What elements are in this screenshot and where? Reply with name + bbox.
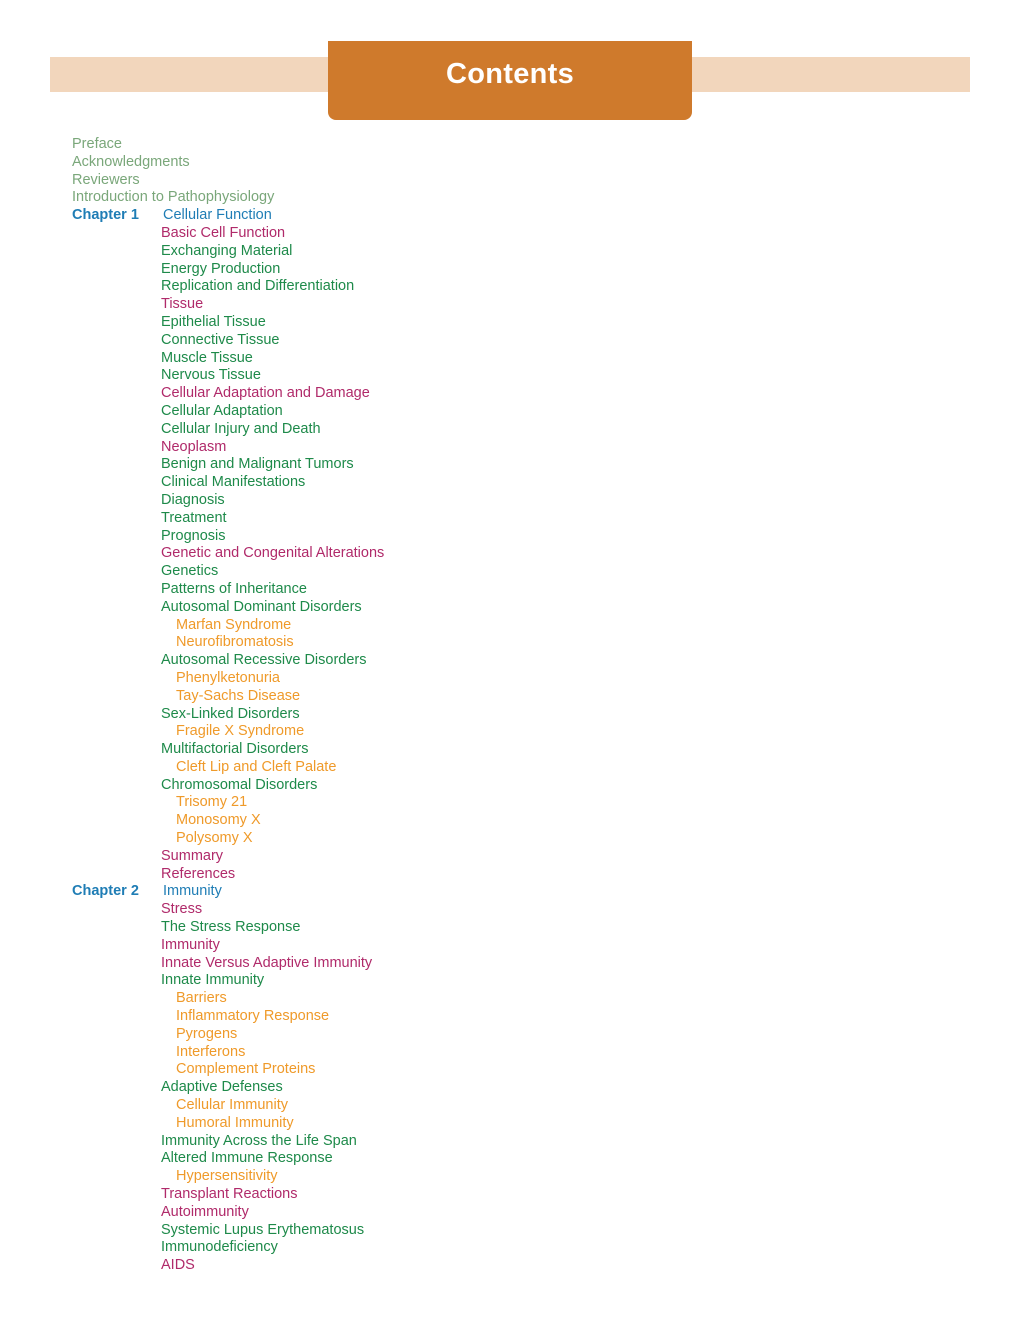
toc-entry-level-2[interactable]: Epithelial Tissue [161,313,266,330]
toc-front-matter-entry[interactable]: Reviewers [72,171,140,188]
chapter-label: Chapter 2 [72,883,139,900]
toc-entry-level-2[interactable]: Immunity Across the Life Span [161,1132,357,1149]
toc-entry-level-2[interactable]: Benign and Malignant Tumors [161,456,354,473]
toc-entry-level-2[interactable]: Autosomal Recessive Disorders [161,652,367,669]
toc-entry-level-2[interactable]: Patterns of Inheritance [161,580,307,597]
toc-entry-level-3[interactable]: Polysomy X [176,830,253,847]
toc-entry-level-1[interactable]: Basic Cell Function [161,224,286,241]
chapter-title[interactable]: Cellular Function [163,207,272,224]
toc-entry-level-1[interactable]: Cellular Adaptation and Damage [161,385,370,402]
toc-entry-level-2[interactable]: Sex-Linked Disorders [161,705,300,722]
toc-entry-level-2[interactable]: Genetics [161,563,219,580]
toc-entry-level-1[interactable]: Summary [161,847,224,864]
toc-entry-level-3[interactable]: Monosomy X [176,812,261,829]
toc-entry-level-3[interactable]: Neurofibromatosis [176,634,294,651]
toc-front-matter-entry[interactable]: Introduction to Pathophysiology [72,189,275,206]
toc-entry-level-2[interactable]: Cellular Adaptation [161,402,283,419]
toc-entry-level-3[interactable]: Complement Proteins [176,1061,316,1078]
toc-entry-level-3[interactable]: Interferons [176,1043,246,1060]
toc-entry-level-3[interactable]: Humoral Immunity [176,1114,294,1131]
toc-entry-level-1[interactable]: AIDS [161,1257,195,1274]
toc-entry-level-2[interactable]: Energy Production [161,260,281,277]
toc-entry-level-3[interactable]: Fragile X Syndrome [176,723,305,740]
toc-entry-level-3[interactable]: Hypersensitivity [176,1168,278,1185]
toc-entry-level-2[interactable]: Systemic Lupus Erythematosus [161,1221,365,1238]
chapter-title[interactable]: Immunity [163,883,222,900]
toc-entry-level-1[interactable]: References [161,865,236,882]
toc-entry-level-2[interactable]: Muscle Tissue [161,349,253,366]
toc-front-matter-entry[interactable]: Preface [72,136,122,152]
toc-entry-level-2[interactable]: Immunodeficiency [161,1239,278,1256]
page-title: Contents [445,58,575,90]
toc-entry-level-1[interactable]: Genetic and Congenital Alterations [161,545,385,562]
toc-entry-level-3[interactable]: Marfan Syndrome [176,616,292,633]
table-of-contents [72,136,672,1275]
toc-entry-level-2[interactable]: Cellular Injury and Death [161,420,321,437]
toc-entry-level-2[interactable]: Connective Tissue [161,331,280,348]
toc-entry-level-2[interactable]: Replication and Differentiation [161,278,355,295]
toc-front-matter-entry[interactable]: Acknowledgments [72,153,190,170]
toc-entry-level-2[interactable]: Chromosomal Disorders [161,776,318,793]
toc-entry-level-1[interactable]: Stress [161,901,203,918]
toc-entry-level-2[interactable]: Clinical Manifestations [161,474,306,491]
toc-chapter-heading[interactable] [72,883,672,901]
toc-entry-level-1[interactable]: Innate Versus Adaptive Immunity [161,954,373,971]
toc-entry-level-3[interactable]: Cellular Immunity [176,1097,288,1114]
toc-entry-level-1[interactable]: Transplant Reactions [161,1186,298,1203]
toc-entry-level-2[interactable]: Altered Immune Response [161,1150,333,1167]
toc-entry-level-3[interactable]: Tay-Sachs Disease [176,687,301,704]
toc-entry-level-2[interactable]: Diagnosis [161,491,225,508]
toc-entry-level-2[interactable]: Treatment [161,509,227,526]
toc-entry-level-2[interactable]: Multifactorial Disorders [161,741,309,758]
toc-entry-level-2[interactable]: Prognosis [161,527,226,544]
toc-entry-level-2[interactable]: Innate Immunity [161,972,265,989]
toc-entry-level-1[interactable]: Autoimmunity [161,1203,249,1220]
toc-entry-level-3[interactable]: Pyrogens [176,1025,238,1042]
toc-chapter-heading[interactable] [72,207,672,225]
toc-entry-level-1[interactable]: Immunity [161,936,220,953]
toc-entry-level-2[interactable]: Exchanging Material [161,242,293,259]
toc-entry-level-2[interactable]: Autosomal Dominant Disorders [161,598,362,615]
toc-entry-level-2[interactable]: Adaptive Defenses [161,1079,283,1096]
toc-entry-level-1[interactable]: Neoplasm [161,438,227,455]
toc-entry-level-2[interactable]: The Stress Response [161,919,301,936]
toc-entry-level-3[interactable]: Barriers [176,990,227,1007]
toc-entry-level-3[interactable]: Phenylketonuria [176,669,280,686]
contents-title-box [328,41,692,120]
toc-entry-level-3[interactable]: Trisomy 21 [176,794,248,811]
toc-entry-level-3[interactable]: Inflammatory Response [176,1008,330,1025]
chapter-label: Chapter 1 [72,207,139,224]
toc-entry-level-1[interactable]: Tissue [161,296,204,313]
toc-entry-level-3[interactable]: Cleft Lip and Cleft Palate [176,758,337,775]
toc-entry-level-2[interactable]: Nervous Tissue [161,367,261,384]
